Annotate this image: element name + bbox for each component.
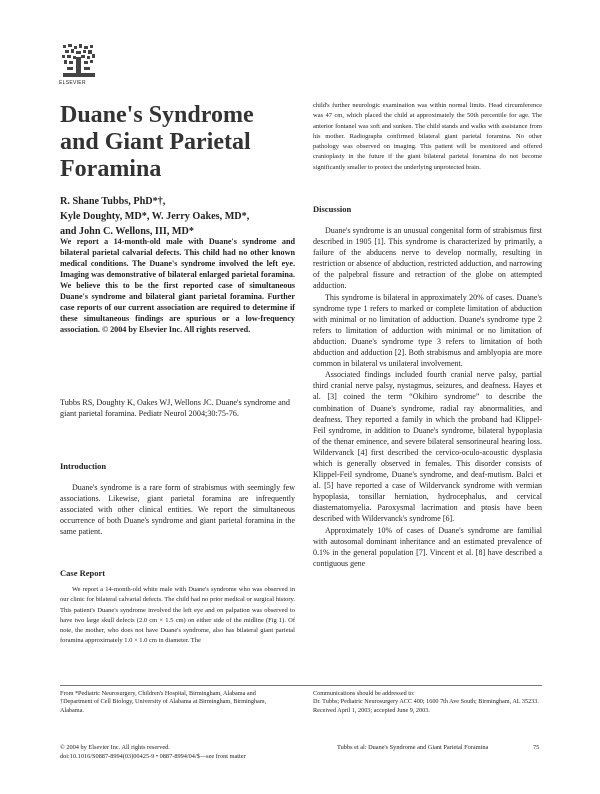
title-line: Foramina (60, 156, 162, 182)
citation: Tubbs RS, Doughty K, Oakes WJ, Wellons JC. Duane's syndrome and giant parietal foramina. Pediatr Neurol 2004;30:75-76. (60, 398, 290, 418)
discussion-heading: Discussion (313, 204, 352, 214)
case-report-body (60, 585, 295, 647)
paragraph: Associated findings included fourth cranial nerve palsy, partial third cranial nerve palsy, nystagmus, seizures, and deafness. Hayes et al. [3] coined the term “Okihiro syndrome” to describe the combination of Duane's syndrome, radial ray abnormalities, and deafness. They reported a family in which the proband had Klippel-Feil syndrome, in addition to Duane's syndrome, bilateral hypoplasia of the thenar eminence, and severe bilateral sensorineural hearing loss. Wildervanck [4] first described the cervico-oculo-acoustic dysplasia which is generally observed in females. This disorder consists of Klippel-Feil syndrome, Duane's syndrome, and deaf-mutism. Balci et al. [5] have reported a case of Wildervanck syndrome with vermian hypoplasia, tonsillar herniation, hydrocephalus, and cervical diastematomyelia. Paroxysmal lacrimation and ptosis have been described with Wildervanck's syndrome [6]. (313, 370, 542, 524)
paragraph: Approximately 10% of cases of Duane's syndrome are familial with autosomal dominant inheritance and an estimated prevalence of 0.1% in the general population [7]. Vincent et al. [8] have described a contiguous gene (313, 525, 542, 568)
author-line: R. Shane Tubbs, PhD*†, (60, 196, 166, 207)
introduction-body (60, 482, 295, 537)
running-footer: Tubbs et al: Duane's Syndrome and Giant Parietal Foramina (337, 744, 489, 751)
title-line: Duane's Syndrome (60, 102, 254, 128)
case-report-heading: Case Report (60, 568, 106, 578)
paragraph: Duane's syndrome is an unusual congenital form of strabismus first described in 1905 [1]. This syndrome is characterized by primarily, a failure of the abducens nerve to develop normally, resulting in restriction or absence of abduction, restricted adduction, and narrowing of the palpebral fissure and retraction of the globe on attempted adduction. (313, 226, 542, 291)
page-number: 75 (533, 744, 540, 751)
author-list (60, 194, 320, 239)
affiliation-footnote: From *Pediatric Neurosurgery, Children's Hospital, Birmingham, Alabama and †Department of Cell Biology, University of Alabama at Birmingham, Birmingham, Alabama. (60, 690, 267, 714)
paragraph: This syndrome is bilateral in approximately 20% of cases. Duane's syndrome type 1 refers to marked or complete limitation of abduction with minimal or no limitation of adduction. Duane's syndrome type 2 refers to limitation of adduction with minimal or no limitation of abduction. Duane's syndrome type 3 refers to limitation of both abduction and adduction [2]. Both strabismus and amblyopia are more common in bilateral vs unilateral involvement. (313, 292, 542, 369)
publisher-name: ELSEVIER (59, 80, 86, 86)
elsevier-tree-logo (59, 42, 99, 80)
footnote-divider (60, 685, 542, 686)
author-line: and John C. Wellons, III, MD* (60, 226, 194, 237)
article-title (60, 102, 310, 183)
copyright-line: © 2004 by Elsevier Inc. All rights reserved. (60, 744, 170, 751)
doi-line: doi:10.1016/S0887-8994(03)00425-9 • 0887-8994/04/$—see front matter (60, 753, 246, 760)
discussion-body (313, 225, 542, 569)
correspondence-footnote: Communications should be addressed to: Dr. Tubbs; Pediatric Neurosurgery ACC 400; 1600 7th Ave South; Birmingham, AL 35233. Received April 1, 2003; accepted June 9, 2003. (313, 690, 539, 714)
title-line: and Giant Parietal (60, 129, 251, 155)
author-line: Kyle Doughty, MD*, W. Jerry Oakes, MD*, (60, 211, 250, 222)
paragraph: Duane's syndrome is a rare form of strabismus with seemingly few associations. Likewise, giant parietal foramina are infrequently associated with other clinical entities. We report the simultaneous occurrence of both Duane's syndrome and giant parietal foramina in the same patient. (60, 483, 295, 537)
introduction-heading: Introduction (60, 461, 107, 471)
case-report-continued: child's further neurologic examination was within normal limits. Head circumference was 47 cm, which placed the child at approximately the 50th percentile for age. The anterior fontanel was soft and sunken. The child stands and walks with assistance from his mother. Radiographs confirmed bilateral giant parietal foramina. No other pathology was observed on imaging. This patient will be monitored and offered cranioplasty in the future if the giant bilateral parietal foramina do not become significantly smaller to protect the underlying unprotected brain. (313, 102, 542, 171)
abstract: We report a 14-month-old male with Duane's syndrome and bilateral parietal calvarial defects. This child had no other known medical conditions. The Duane's syndrome involved the left eye. Imaging was demonstrative of bilateral enlarged parietal foramina. We believe this to be the first reported case of simultaneous Duane's syndrome and bilateral giant parietal foramina. Further case reports of our current association are required to determine if these simultaneous findings are spurious or a low-frequency association. © 2004 by Elsevier Inc. All rights reserved. (60, 237, 295, 335)
paragraph: We report a 14-month-old white male with Duane's syndrome who was observed in our clinic for bilateral calvarial defects. The child had no prior medical or surgical history. This patient's Duane's syndrome involved the left eye and on palpation was observed to have two large skull defects (2.0 cm × 1.5 cm) on either side of the midline (Fig 1). Of note, the mother, who does not have Duane's syndrome, also has bilateral giant parietal foramina approximately 1.0 × 1.0 cm in diameter. The (60, 586, 295, 645)
